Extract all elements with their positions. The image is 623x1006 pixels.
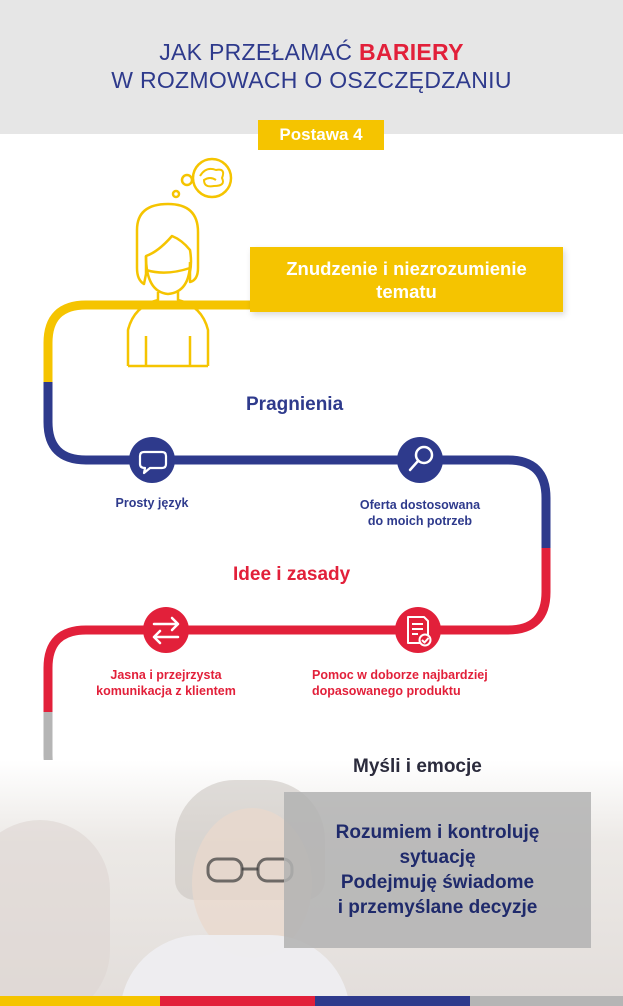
problem-line-2: tematu <box>376 280 437 302</box>
bored-person-icon <box>128 204 208 366</box>
result-box <box>284 792 591 948</box>
desire-step-2-line-1: Oferta dostosowana <box>359 498 481 512</box>
thought-bubble-icon <box>173 159 231 197</box>
result-line-3: Podejmuję świadome <box>340 872 535 893</box>
desire-step-1-line-1: Prosty język <box>115 496 189 510</box>
idea-step-1-label <box>76 667 256 699</box>
desire-step-2-line-2: do moich potrzeb <box>367 514 473 528</box>
title-line2: W ROZMOWACH O OSZCZĘDZANIU <box>111 67 512 93</box>
idea-step-1-line-2: komunikacja z klientem <box>96 684 236 698</box>
desire-step-1-marker <box>129 437 175 483</box>
section-title-thoughts: Myśli i emocje <box>353 756 482 777</box>
title-accent: BARIERY <box>359 39 464 65</box>
footer-color-bar <box>0 996 623 1006</box>
idea-step-2-line-1: Pomoc w doborze najbardziej <box>312 668 488 682</box>
desire-step-1-label <box>82 495 222 511</box>
title-prefix: JAK PRZEŁAMAĆ <box>159 39 353 65</box>
footer-red-segment <box>160 996 315 1006</box>
idea-step-2-line-2: dopasowanego produktu <box>312 684 461 698</box>
idea-step-2-label <box>312 667 524 699</box>
section-title-desires: Pragnienia <box>246 394 344 415</box>
footer-blue-segment <box>315 996 470 1006</box>
problem-line-1: Znudzenie i niezrozumienie <box>286 257 527 279</box>
desire-step-2-label <box>335 497 505 529</box>
idea-step-1-marker <box>143 607 189 653</box>
footer-yellow-segment <box>0 996 160 1006</box>
result-line-2: sytuację <box>399 847 476 868</box>
section-title-ideas: Idee i zasady <box>233 564 351 585</box>
attitude-badge: Postawa 4 <box>258 120 384 150</box>
background-person-left <box>0 820 110 996</box>
result-line-1: Rozumiem i kontroluję <box>335 822 540 843</box>
problem-box <box>250 247 563 312</box>
footer-gray-segment <box>470 996 623 1006</box>
flow-path-yellow <box>48 305 250 382</box>
result-line-4: i przemyślane decyzje <box>337 897 538 918</box>
desire-step-2-marker <box>397 437 443 483</box>
idea-step-1-line-1: Jasna i przejrzysta <box>110 668 222 682</box>
